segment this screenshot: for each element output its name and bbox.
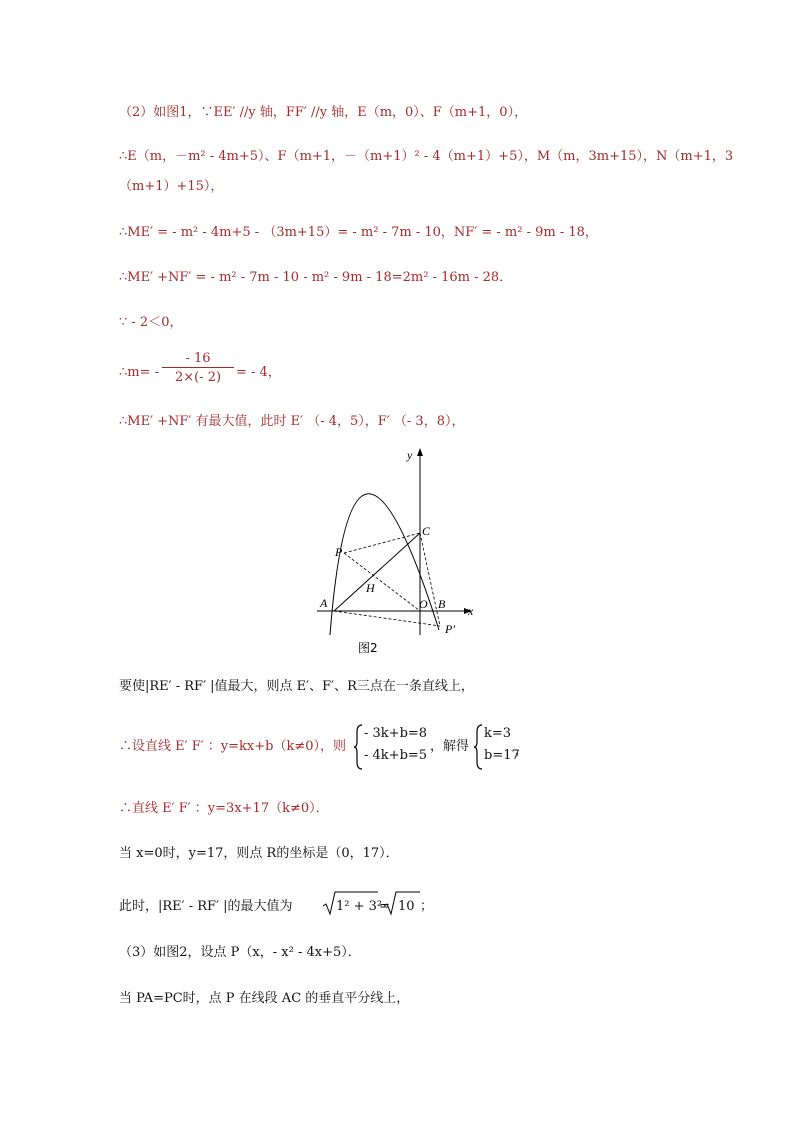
line-13-prefix: 此时，|RE′ - RF′ |的最大值为 <box>119 899 293 914</box>
fraction-numerator: - 16 <box>162 350 234 368</box>
radicand-1: 1² + 3² <box>336 899 383 914</box>
line-6: ∵ - 2＜0， <box>119 315 183 330</box>
line-9: 要使|RE′ - RF′ |值最大，则点 E′、F′、R三点在一条直线上， <box>119 679 474 694</box>
y-axis-label: y <box>407 448 413 462</box>
x-axis-label: x <box>468 604 474 618</box>
line-15: 当 PA=PC时，点 P 在线段 AC 的垂直平分线上， <box>119 991 410 1006</box>
line-8: ∴ME′ +NF′ 有最大值，此时 E′ （- 4，5），F′ （- 3，8）， <box>119 414 465 429</box>
line-14: （3）如图2，设点 P（x，- x² - 4x+5）． <box>119 945 361 960</box>
label-A: A <box>320 596 328 610</box>
fraction <box>162 350 234 387</box>
parabola-diagram <box>312 445 477 635</box>
line-13-suffix: ； <box>420 899 434 914</box>
equation-1: - 3k+b=8 <box>364 726 428 741</box>
equation-2: - 4k+b=5 <box>364 748 428 763</box>
line-1: （2）如图1，∵EE′ //y 轴，FF′ //y 轴，E（m，0）、F（m+1，0）， <box>119 105 528 120</box>
solution-2: b=17 <box>484 748 520 763</box>
equation-system <box>364 723 427 767</box>
solution-1: k=3 <box>484 726 512 741</box>
line-7-prefix: ∴m= - <box>119 365 160 380</box>
label-H: H <box>366 581 375 595</box>
label-O: O <box>419 597 428 611</box>
line-10-mid: ，解得 <box>430 739 470 754</box>
fraction-denominator: 2×(- 2) <box>174 370 222 385</box>
line-7-suffix: = - 4， <box>236 365 281 380</box>
line-3: （m+1）+15）， <box>119 179 224 194</box>
brace-icon <box>473 724 483 770</box>
equals-sign: = <box>379 899 390 914</box>
radicand-2: 10 <box>398 899 415 914</box>
line-5: ∴ME′ +NF′ = - m² - 7m - 10 - m² - 9m - 18=2m² - 16m - 28． <box>119 270 513 285</box>
line-10-prefix: ∴设直线 E′ F′ ：y=kx+b（k≠0），则 <box>119 739 347 754</box>
parabola-figure <box>312 445 477 635</box>
line-12: 当 x=0时，y=17，则点 R的坐标是（0，17）． <box>119 846 399 861</box>
figure-caption: 图2 <box>358 641 378 655</box>
line-2: ∴E（m，－m² - 4m+5）、F（m+1，－（m+1）² - 4（m+1）+5），M（m，3m+15），N（m+1，3 <box>119 149 734 164</box>
solution-brace <box>473 724 483 774</box>
label-P: P <box>335 545 343 559</box>
brace-icon <box>353 724 363 770</box>
line-11: ∴直线 E′ F′ ：y=3x+17（k≠0）． <box>119 801 329 816</box>
left-brace <box>353 724 363 774</box>
label-C: C <box>422 524 431 538</box>
label-P-prime: P′ <box>445 622 455 635</box>
label-B: B <box>438 597 446 611</box>
line-10-suffix: ， <box>515 743 529 758</box>
line-4: ∴ME′ = - m² - 4m+5 - （3m+15）= - m² - 7m - 10，NF′ = - m² - 9m - 18， <box>119 225 598 240</box>
